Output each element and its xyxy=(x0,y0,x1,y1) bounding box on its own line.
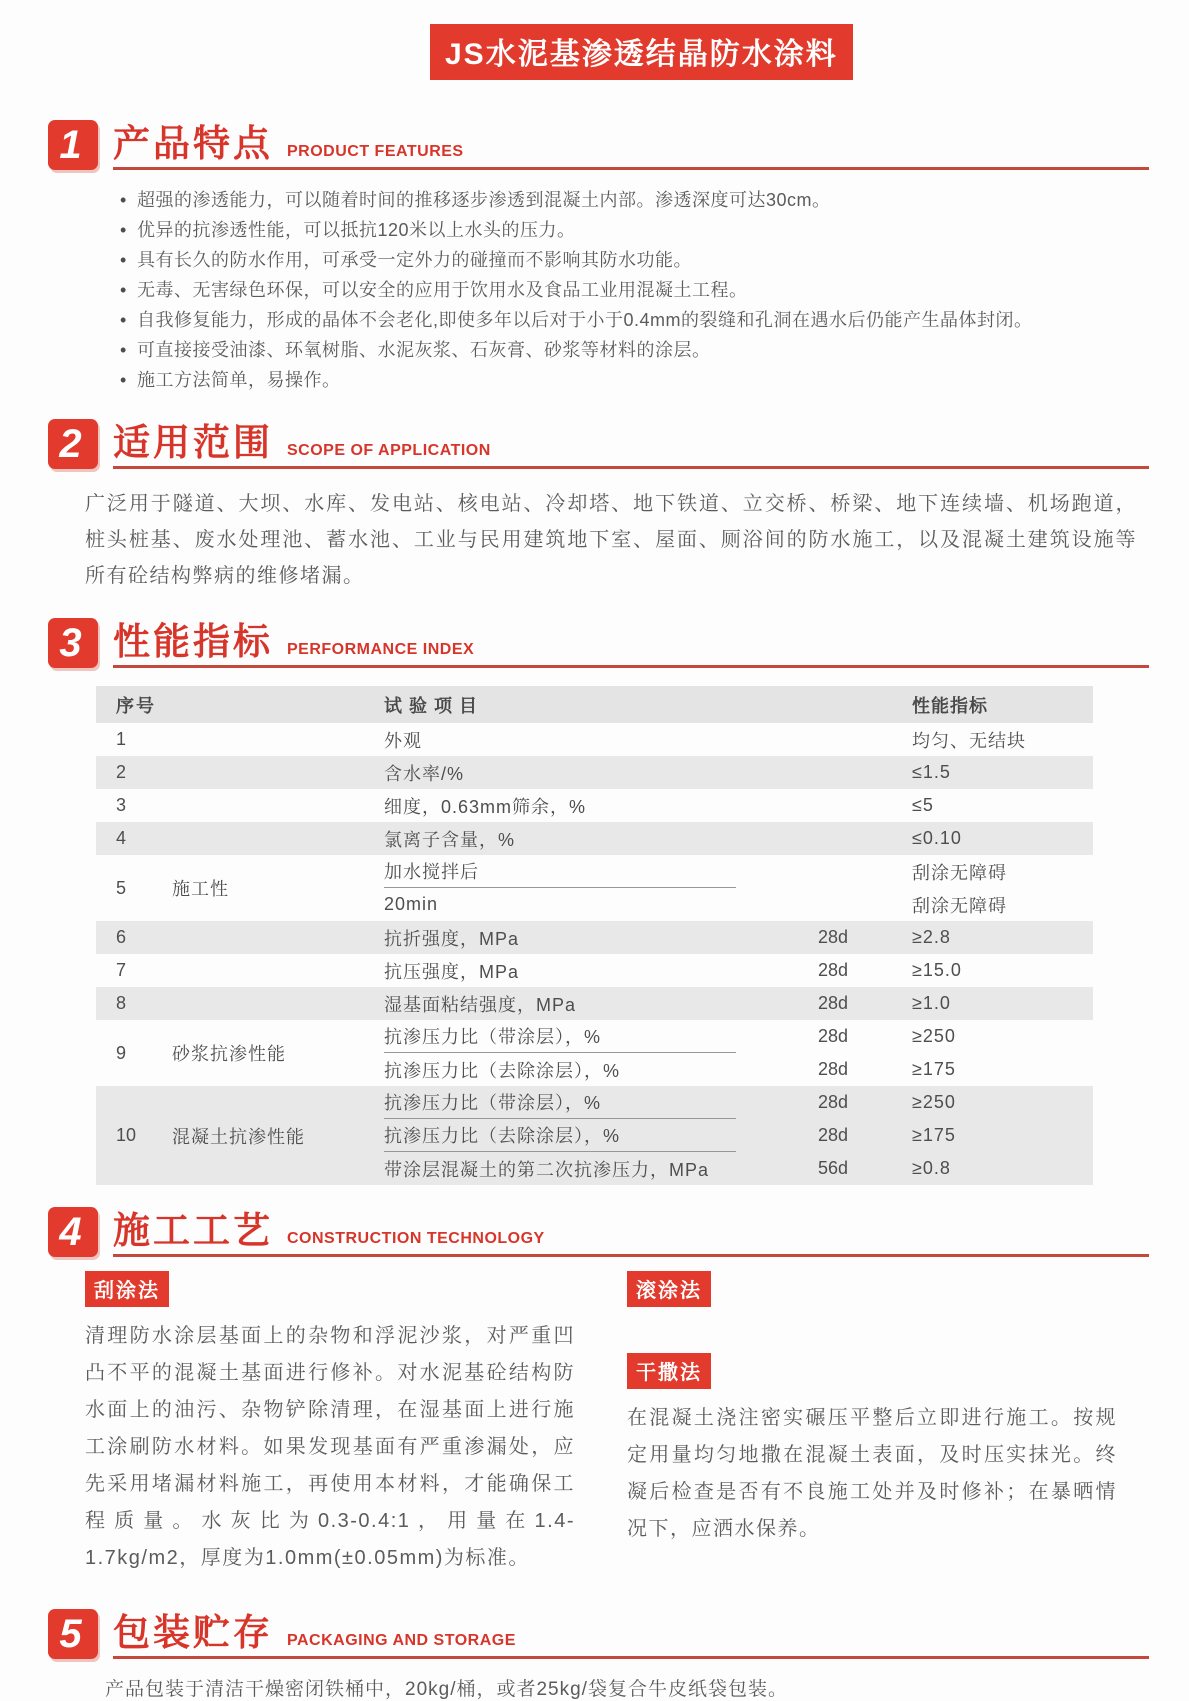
section-construction xyxy=(0,1207,1189,1577)
section-number-badge: 1 xyxy=(48,120,98,170)
section-header-5 xyxy=(48,1609,1149,1659)
feature-item: • 具有长久的防水作用，可承受一定外力的碰撞而不影响其防水功能。 xyxy=(118,245,1149,275)
section-title: 产品特点 xyxy=(113,123,273,165)
method-badge: 滚涂法 xyxy=(627,1271,711,1307)
section-title-block xyxy=(113,1212,1149,1257)
section-subtitle: SCOPE OF APPLICATION xyxy=(287,442,491,460)
feature-item: • 无毒、无害绿色环保，可以安全的应用于饮用水及食品工业用混凝土工程。 xyxy=(118,275,1149,305)
section-title: 性能指标 xyxy=(113,621,273,663)
table-row: 7 抗压强度，MPa 28d ≥15.0 xyxy=(116,960,962,982)
method-dry-sprinkle xyxy=(627,1353,1117,1548)
banner-row xyxy=(0,0,1189,80)
table-row: 4 氯离子含量，% ≤0.10 xyxy=(96,822,1093,855)
method-scrape-coating xyxy=(85,1271,575,1577)
section-title-block xyxy=(113,1614,1149,1659)
feature-item: • 施工方法简单，易操作。 xyxy=(118,365,1149,395)
table-row: 10 混凝土抗渗性能 抗渗压力比（带涂层），% 抗渗压力比（去除涂层），% 带涂层混凝土的第二次抗渗压力，MPa 28d 28d 56d ≥250 ≥175 ≥0.8 xyxy=(96,1086,1093,1185)
construction-methods xyxy=(85,1271,1117,1577)
table-row: 1 外观 均匀、无结块 xyxy=(116,729,1026,751)
table-row: 8 湿基面粘结强度，MPa 28d ≥1.0 xyxy=(96,987,1093,1020)
header-index: 性能指标 xyxy=(912,695,988,716)
section-performance xyxy=(0,618,1189,1185)
method-text: 在混凝土浇注密实碾压平整后立即进行施工。按规定用量均匀地撒在混凝土表面，及时压实抹光。终凝后检查是否有不良施工处并及时修补；在暴晒情况下，应洒水保养。 xyxy=(627,1407,1117,1540)
section-subtitle: PRODUCT FEATURES xyxy=(287,143,464,161)
header-no: 序号 xyxy=(116,695,156,716)
section-subtitle: CONSTRUCTION TECHNOLOGY xyxy=(287,1230,545,1248)
section-number-badge: 3 xyxy=(48,618,98,668)
section-number-badge: 2 xyxy=(48,419,98,469)
section-title: 施工工艺 xyxy=(113,1210,273,1252)
packaging-paragraph: 产品包装于清洁干燥密闭铁桶中，20kg/桶，或者25kg/袋复合牛皮纸袋包装。 xyxy=(105,1679,788,1700)
feature-item: • 优异的抗渗透性能，可以抵抗120米以上水头的压力。 xyxy=(118,215,1149,245)
section-scope xyxy=(0,419,1189,594)
table-row: 5 施工性 加水搅拌后 20min 刮涂无障碍 刮涂无障碍 xyxy=(96,855,1093,921)
section-number-badge: 4 xyxy=(48,1207,98,1257)
method-text: 清理防水涂层基面上的杂物和浮泥沙浆，对严重凹凸不平的混凝土基面进行修补。对水泥基砼结构防水面上的油污、杂物铲除清理，在湿基面上进行施工涂刷防水材料。如果发现基面有严重渗漏处，应先采用堵漏材料施工，再使用本材料，才能确保工程质量。水灰比为0.3-0.4:1，用量在1.4-1.7kg/m2，厚度为1.0mm(±0.05mm)为标准。 xyxy=(85,1325,575,1569)
section-title: 适用范围 xyxy=(113,422,273,464)
section-header-2 xyxy=(48,419,1149,469)
section-subtitle: PACKAGING AND STORAGE xyxy=(287,1632,516,1650)
section-subtitle: PERFORMANCE INDEX xyxy=(287,641,475,659)
feature-item: • 自我修复能力，形成的晶体不会老化,即使多年以后对于小于0.4mm的裂缝和孔洞在遇水后仍能产生晶体封闭。 xyxy=(118,305,1149,335)
method-badge: 干撒法 xyxy=(627,1353,711,1389)
section-title: 包装贮存 xyxy=(113,1612,273,1654)
table-row: 2 含水率/% ≤1.5 xyxy=(96,756,1093,789)
feature-item: • 可直接接受油漆、环氧树脂、水泥灰浆、石灰膏、砂浆等材料的涂层。 xyxy=(118,335,1149,365)
performance-table xyxy=(96,686,1093,1185)
table-header-row xyxy=(96,686,1093,723)
section-header-3 xyxy=(48,618,1149,668)
feature-list xyxy=(118,185,1149,395)
method-badge: 刮涂法 xyxy=(85,1271,169,1307)
section-title-block xyxy=(113,623,1149,668)
table-row: 9 砂浆抗渗性能 抗渗压力比（带涂层），% 抗渗压力比（去除涂层），% 28d 28d ≥250 ≥175 xyxy=(96,1020,1093,1086)
section-product-features xyxy=(0,120,1189,395)
method-roller-coating xyxy=(627,1271,1117,1307)
product-title-banner: JS水泥基渗透结晶防水涂料 xyxy=(430,24,853,80)
table-row: 3 细度，0.63mm筛余，% ≤5 xyxy=(116,795,934,817)
section-header-4 xyxy=(48,1207,1149,1257)
section-number-badge: 5 xyxy=(48,1609,98,1659)
header-item: 试 验 项 目 xyxy=(384,695,479,716)
section-header-1 xyxy=(48,120,1149,170)
scope-paragraph: 广泛用于隧道、大坝、水库、发电站、核电站、冷却塔、地下铁道、立交桥、桥梁、地下连续墙、机场跑道，桩头桩基、废水处理池、蓄水池、工业与民用建筑地下室、屋面、厕浴间的防水施工，以及混凝土建筑设施等所有砼结构弊病的维修堵漏。 xyxy=(85,493,1137,587)
section-packaging xyxy=(0,1609,1189,1701)
section-title-block xyxy=(113,424,1149,469)
table-row: 6 抗折强度，MPa 28d ≥2.8 xyxy=(96,921,1093,954)
feature-item: • 超强的渗透能力，可以随着时间的推移逐步渗透到混凝土内部。渗透深度可达30cm。 xyxy=(118,185,1149,215)
section-title-block xyxy=(113,125,1149,170)
